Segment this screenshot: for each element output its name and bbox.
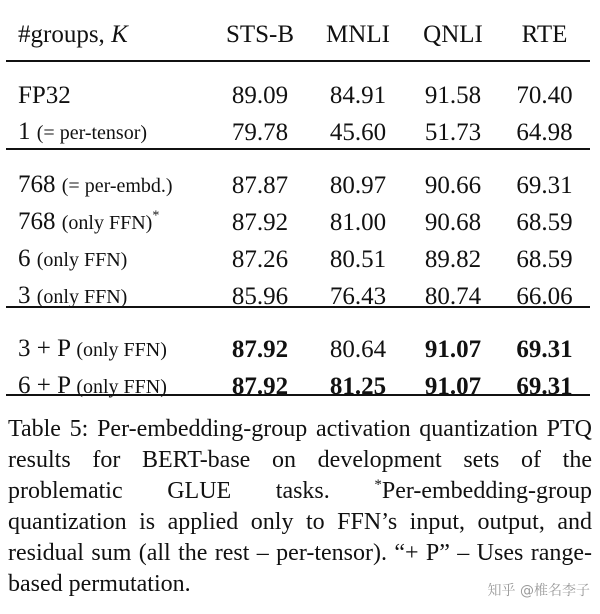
row-label [6, 114, 211, 159]
table-cell: 87.87 [231, 171, 289, 199]
table-cell: 45.60 [329, 118, 387, 146]
row-label [6, 241, 211, 278]
table-cell: 85.96 [231, 282, 289, 310]
header-groups-label: #groups, K [18, 21, 128, 48]
table-cell: 69.31 [516, 372, 573, 400]
results-table [6, 0, 590, 413]
row-label-text: 6 + P [18, 372, 71, 399]
table-row [6, 70, 590, 114]
header-column: STS-B [225, 21, 295, 48]
row-label [6, 368, 211, 413]
table-cell: 81.25 [329, 372, 387, 400]
table-row [6, 368, 590, 413]
row-label [6, 159, 211, 204]
table-cell: 70.40 [516, 82, 573, 109]
table-row [6, 241, 590, 278]
table-cell: 76.43 [329, 282, 387, 310]
table-cell: 80.51 [329, 245, 387, 273]
header-column: RTE [521, 21, 568, 48]
table-cell: 91.07 [424, 372, 482, 400]
row-label-text: 6 [18, 245, 31, 272]
row-label [6, 323, 211, 368]
table-cell: 87.92 [231, 372, 289, 400]
table-cell: 91.58 [424, 82, 482, 109]
table-body [6, 70, 590, 413]
table-cell: 79.78 [231, 118, 289, 146]
watermark: 知乎 @椎名李子 [487, 583, 590, 599]
row-label-text: 768 [18, 171, 56, 198]
header-column: MNLI [326, 21, 390, 48]
table-caption: Table 5: Per-embedding-group activation quantization PTQ results for BERT-base on development sets of the problematic GLUE tasks. *Per-embedding-group quantization is applied only to FFN’s input, output, and residual sum (all the rest – per-tensor). “+ P” – Uses range-based permutation. [8, 416, 592, 597]
row-label-note: (= per-tensor) [36, 122, 148, 144]
row-label-text: 768 [18, 208, 56, 235]
row-label-text: 3 + P [18, 335, 71, 362]
row-label-note: (only FFN) [36, 286, 128, 308]
table-cell: 89.09 [231, 82, 289, 109]
row-label-text: 3 [18, 282, 31, 309]
table-cell: 90.68 [424, 208, 482, 236]
table-cell: 84.91 [329, 82, 387, 109]
table-cell: 90.66 [424, 171, 482, 199]
table-cell: 89.82 [424, 245, 482, 273]
table-cell: 80.74 [424, 282, 482, 310]
row-label [6, 278, 211, 323]
row-label-text: 1 [18, 118, 31, 145]
table-cell: 87.92 [231, 208, 289, 236]
row-label-note: (only FFN) [36, 249, 128, 271]
table-row [6, 159, 590, 204]
table-cell: 87.26 [231, 245, 289, 273]
row-label-note: (= per-embd.) [61, 175, 173, 197]
table-cell: 64.98 [516, 118, 573, 146]
table-cell: 69.31 [516, 335, 573, 363]
header-column: QNLI [423, 21, 483, 48]
row-label-text: FP32 [18, 82, 71, 109]
table-row [6, 204, 590, 241]
row-label-note: (only FFN) [76, 339, 167, 361]
row-label-footnote-mark: * [152, 208, 160, 224]
table-row [6, 114, 590, 159]
table-cell: 87.92 [231, 335, 289, 363]
row-label [6, 70, 211, 114]
table-cell: 68.59 [516, 208, 573, 236]
table-cell: 81.00 [329, 208, 387, 236]
row-label-note: (only FFN) [61, 212, 153, 234]
table-row [6, 323, 590, 368]
table-cell: 91.07 [424, 335, 482, 363]
table-cell: 66.06 [516, 282, 573, 310]
table-row [6, 278, 590, 323]
table-cell: 80.97 [329, 171, 387, 199]
table-cell: 69.31 [516, 171, 573, 199]
table-header [6, 0, 590, 70]
row-label [6, 204, 211, 241]
table-cell: 80.64 [329, 335, 387, 363]
row-label-note: (only FFN) [76, 376, 167, 398]
table-cell: 51.73 [424, 118, 482, 146]
table-cell: 68.59 [516, 245, 573, 273]
